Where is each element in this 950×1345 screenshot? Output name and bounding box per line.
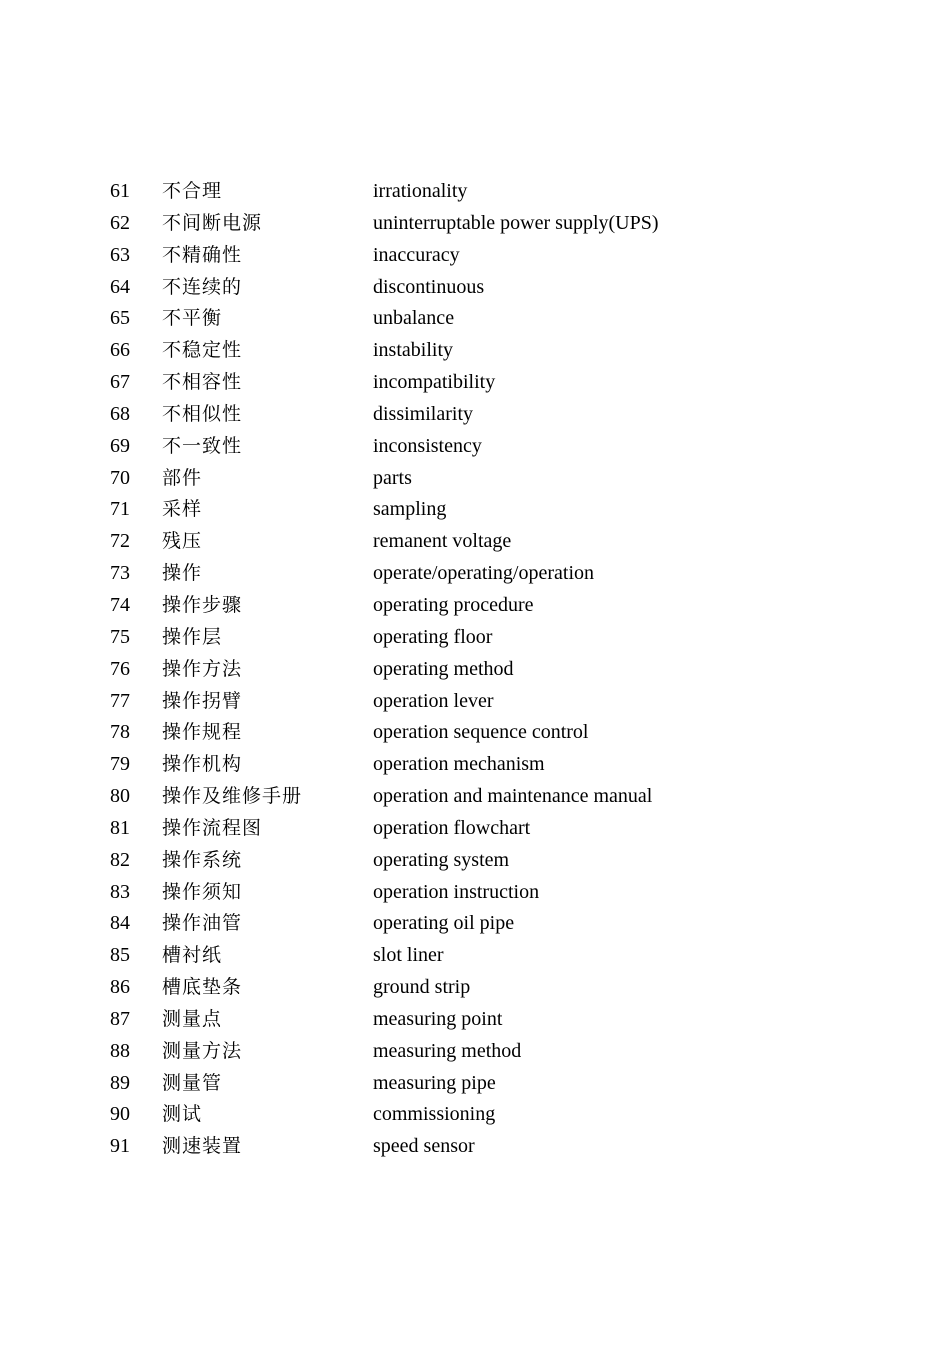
english-term: operation sequence control	[373, 721, 589, 744]
chinese-term: 操作拐臂	[162, 689, 243, 712]
chinese-term: 部件	[162, 466, 203, 489]
entry-number: 65	[110, 307, 130, 330]
glossary-row	[0, 526, 950, 558]
glossary-row	[0, 972, 950, 1004]
english-term: discontinuous	[373, 275, 485, 298]
chinese-term: 操作及维修手册	[162, 785, 303, 808]
english-term: speed sensor	[373, 1135, 475, 1158]
entry-number: 62	[110, 211, 130, 234]
entry-number: 82	[110, 848, 130, 871]
english-term: operating system	[373, 848, 510, 871]
chinese-term: 残压	[162, 530, 203, 553]
entry-number: 73	[110, 562, 130, 585]
chinese-term: 操作规程	[162, 721, 243, 744]
chinese-term: 测速装置	[162, 1135, 243, 1158]
entry-number: 89	[110, 1071, 130, 1094]
chinese-term: 测量管	[162, 1071, 223, 1094]
glossary-row	[0, 877, 950, 909]
entry-number: 85	[110, 944, 130, 967]
english-term: operation instruction	[373, 880, 540, 903]
glossary-row	[0, 272, 950, 304]
entry-number: 72	[110, 530, 130, 553]
entry-number: 87	[110, 1007, 130, 1030]
glossary-row	[0, 940, 950, 972]
chinese-term: 槽衬纸	[162, 944, 223, 967]
chinese-term: 操作须知	[162, 880, 243, 903]
english-term: dissimilarity	[373, 402, 473, 425]
chinese-term: 槽底垫条	[162, 976, 243, 999]
entry-number: 66	[110, 339, 130, 362]
glossary-row	[0, 622, 950, 654]
chinese-term: 操作系统	[162, 848, 243, 871]
chinese-term: 操作机构	[162, 753, 243, 776]
english-term: slot liner	[373, 944, 444, 967]
chinese-term: 操作流程图	[162, 816, 263, 839]
english-term: measuring point	[373, 1007, 503, 1030]
glossary-row	[0, 749, 950, 781]
glossary-row	[0, 494, 950, 526]
glossary-row	[0, 813, 950, 845]
entry-number: 76	[110, 657, 130, 680]
chinese-term: 不间断电源	[162, 211, 263, 234]
english-term: operating oil pipe	[373, 912, 515, 935]
glossary-row	[0, 686, 950, 718]
glossary-row	[0, 335, 950, 367]
entry-number: 86	[110, 976, 130, 999]
entry-number: 61	[110, 180, 130, 202]
english-term: irrationality	[373, 180, 468, 202]
english-term: operating floor	[373, 625, 493, 648]
chinese-term: 不精确性	[162, 243, 243, 266]
chinese-term: 测试	[162, 1103, 203, 1126]
english-term: operating procedure	[373, 593, 534, 616]
glossary-row	[0, 590, 950, 622]
english-term: instability	[373, 339, 453, 362]
english-term: parts	[373, 466, 412, 489]
glossary-row	[0, 1099, 950, 1131]
glossary-row	[0, 399, 950, 431]
english-term: sampling	[373, 498, 447, 521]
english-term: inconsistency	[373, 434, 482, 457]
glossary-list	[0, 176, 950, 1163]
glossary-row	[0, 1131, 950, 1163]
entry-number: 77	[110, 689, 130, 712]
entry-number: 84	[110, 912, 130, 935]
glossary-row	[0, 303, 950, 335]
entry-number: 63	[110, 243, 130, 266]
english-term: operate/operating/operation	[373, 562, 595, 585]
entry-number: 90	[110, 1103, 130, 1126]
entry-number: 68	[110, 402, 130, 425]
chinese-term: 不一致性	[162, 434, 243, 457]
glossary-row	[0, 208, 950, 240]
entry-number: 64	[110, 275, 130, 298]
entry-number: 80	[110, 785, 130, 808]
english-term: operation mechanism	[373, 753, 545, 776]
entry-number: 83	[110, 880, 130, 903]
glossary-row	[0, 240, 950, 272]
english-term: inaccuracy	[373, 243, 460, 266]
glossary-row	[0, 717, 950, 749]
english-term: operating method	[373, 657, 514, 680]
english-term: remanent voltage	[373, 530, 512, 553]
english-term: operation flowchart	[373, 816, 531, 839]
english-term: commissioning	[373, 1103, 496, 1126]
glossary-row	[0, 1036, 950, 1068]
glossary-row	[0, 463, 950, 495]
chinese-term: 不合理	[162, 180, 223, 202]
chinese-term: 操作方法	[162, 657, 243, 680]
chinese-term: 操作层	[162, 625, 223, 648]
entry-number: 91	[110, 1135, 130, 1158]
glossary-row	[0, 431, 950, 463]
entry-number: 75	[110, 625, 130, 648]
english-term: measuring method	[373, 1039, 522, 1062]
english-term: operation lever	[373, 689, 494, 712]
english-term: incompatibility	[373, 371, 496, 394]
chinese-term: 不稳定性	[162, 339, 243, 362]
glossary-row	[0, 908, 950, 940]
chinese-term: 不平衡	[162, 307, 223, 330]
glossary-row	[0, 1068, 950, 1100]
chinese-term: 测量点	[162, 1007, 223, 1030]
glossary-row	[0, 781, 950, 813]
glossary-row	[0, 654, 950, 686]
chinese-term: 测量方法	[162, 1039, 243, 1062]
entry-number: 79	[110, 753, 130, 776]
chinese-term: 不连续的	[162, 275, 243, 298]
english-term: measuring pipe	[373, 1071, 496, 1094]
chinese-term: 不相似性	[162, 402, 243, 425]
chinese-term: 操作	[162, 562, 203, 585]
entry-number: 88	[110, 1039, 130, 1062]
english-term: uninterruptable power supply(UPS)	[373, 211, 659, 234]
entry-number: 69	[110, 434, 130, 457]
chinese-term: 不相容性	[162, 371, 243, 394]
entry-number: 67	[110, 371, 130, 394]
english-term: unbalance	[373, 307, 455, 330]
glossary-row	[0, 176, 950, 208]
entry-number: 71	[110, 498, 130, 521]
entry-number: 74	[110, 593, 130, 616]
glossary-row	[0, 845, 950, 877]
entry-number: 78	[110, 721, 130, 744]
entry-number: 70	[110, 466, 130, 489]
chinese-term: 操作油管	[162, 912, 243, 935]
english-term: ground strip	[373, 976, 471, 999]
glossary-row	[0, 367, 950, 399]
english-term: operation and maintenance manual	[373, 785, 653, 808]
chinese-term: 操作步骤	[162, 593, 243, 616]
glossary-row	[0, 1004, 950, 1036]
glossary-row	[0, 558, 950, 590]
chinese-term: 采样	[162, 498, 203, 521]
entry-number: 81	[110, 816, 130, 839]
